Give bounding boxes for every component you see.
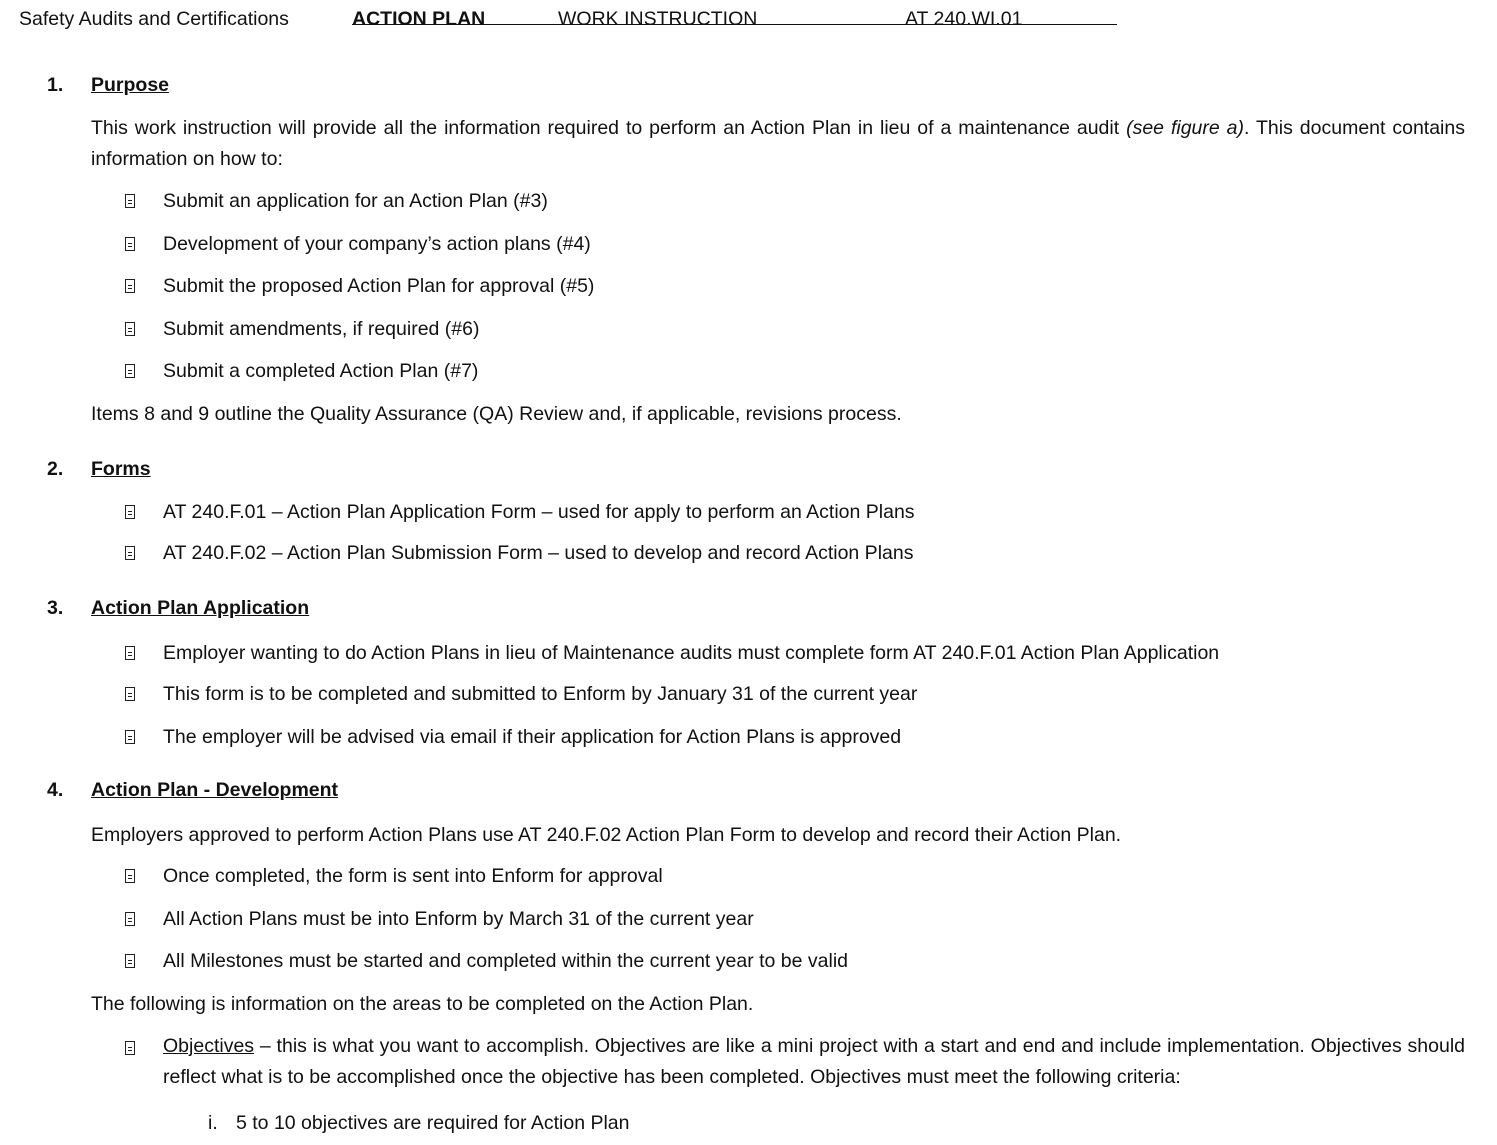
header-work-instruction: WORK INSTRUCTION <box>558 8 758 30</box>
purpose-intro-text: This work instruction will provide all the information required to perform an Action Plan in lieu of a maintenance audit <box>91 117 1127 139</box>
figure-reference: (see figure a) <box>1126 117 1245 139</box>
section-number: 2. <box>47 458 64 480</box>
header-rule <box>352 24 1117 25</box>
bullet-icon <box>125 546 135 560</box>
development-intro: Employers approved to perform Action Plans use AT 240.F.02 Action Plan Form to develop and record their Action Plan. <box>91 824 1122 846</box>
purpose-outro: Items 8 and 9 outline the Quality Assurance (QA) Review and, if applicable, revisions process. <box>91 403 902 425</box>
section-heading-purpose: Purpose <box>91 74 170 96</box>
bullet-icon <box>125 730 135 744</box>
bullet-icon <box>125 505 135 519</box>
bullet-icon <box>125 194 135 208</box>
bullet-icon <box>125 279 135 293</box>
objectives-text <box>163 1031 1465 1093</box>
bullet-icon <box>125 912 135 926</box>
list-item-text: AT 240.F.02 – Action Plan Submission Form – used to develop and record Action Plans <box>163 542 914 564</box>
list-item-text: Development of your company’s action plans (#4) <box>163 233 591 255</box>
section-heading-development: Action Plan - Development <box>91 779 339 801</box>
list-item-text: All Action Plans must be into Enform by March 31 of the current year <box>163 908 754 930</box>
list-item-text: Once completed, the form is sent into Enform for approval <box>163 865 663 887</box>
section-heading-application: Action Plan Application <box>91 597 310 619</box>
list-item-text: The employer will be advised via email if their application for Action Plans is approved <box>163 726 902 748</box>
bullet-icon <box>125 364 135 378</box>
list-item-text: AT 240.F.01 – Action Plan Application Form – used for apply to perform an Action Plans <box>163 501 915 523</box>
header-title: Safety Audits and Certifications <box>19 8 289 30</box>
bullet-icon <box>125 687 135 701</box>
purpose-intro <box>91 113 1465 175</box>
list-item-text: Submit the proposed Action Plan for approval (#5) <box>163 275 595 297</box>
bullet-icon <box>125 869 135 883</box>
objectives-term: Objectives <box>163 1035 255 1057</box>
bullet-icon <box>125 237 135 251</box>
criteria-item <box>208 1112 630 1135</box>
development-outro: The following is information on the areas to be completed on the Action Plan. <box>91 993 754 1015</box>
document-header <box>0 8 1497 34</box>
bullet-icon <box>125 954 135 968</box>
section-heading-forms: Forms <box>91 458 151 480</box>
header-action-plan: ACTION PLAN <box>352 8 486 30</box>
section-number: 3. <box>47 597 64 619</box>
header-doc-code: AT 240.WI.01 <box>905 8 1023 30</box>
bullet-icon <box>125 322 135 336</box>
section-number: 1. <box>47 74 64 96</box>
list-item-text: Submit an application for an Action Plan (#3) <box>163 190 548 212</box>
bullet-icon <box>125 646 135 660</box>
criteria-marker: i. <box>208 1112 218 1134</box>
list-item-text: This form is to be completed and submitted to Enform by January 31 of the current year <box>163 683 918 705</box>
bullet-icon <box>125 1041 135 1055</box>
list-item-text: Employer wanting to do Action Plans in lieu of Maintenance audits must complete form AT 240.F.01 Action Plan Application <box>163 642 1220 664</box>
section-number: 4. <box>47 779 64 801</box>
list-item-text: Submit a completed Action Plan (#7) <box>163 360 479 382</box>
purpose-intro-text-end: . This document contains information on how to: <box>91 117 1465 170</box>
list-item-text: All Milestones must be started and completed within the current year to be valid <box>163 950 849 972</box>
list-item-text: Submit amendments, if required (#6) <box>163 318 480 340</box>
objectives-description: – this is what you want to accomplish. Objectives are like a mini project with a start and end and include implementation. Objectives should reflect what is to be accomplished once the objective has been completed. Objectives must meet the following criteria: <box>163 1035 1465 1088</box>
criteria-text: 5 to 10 objectives are required for Action Plan <box>236 1112 630 1134</box>
